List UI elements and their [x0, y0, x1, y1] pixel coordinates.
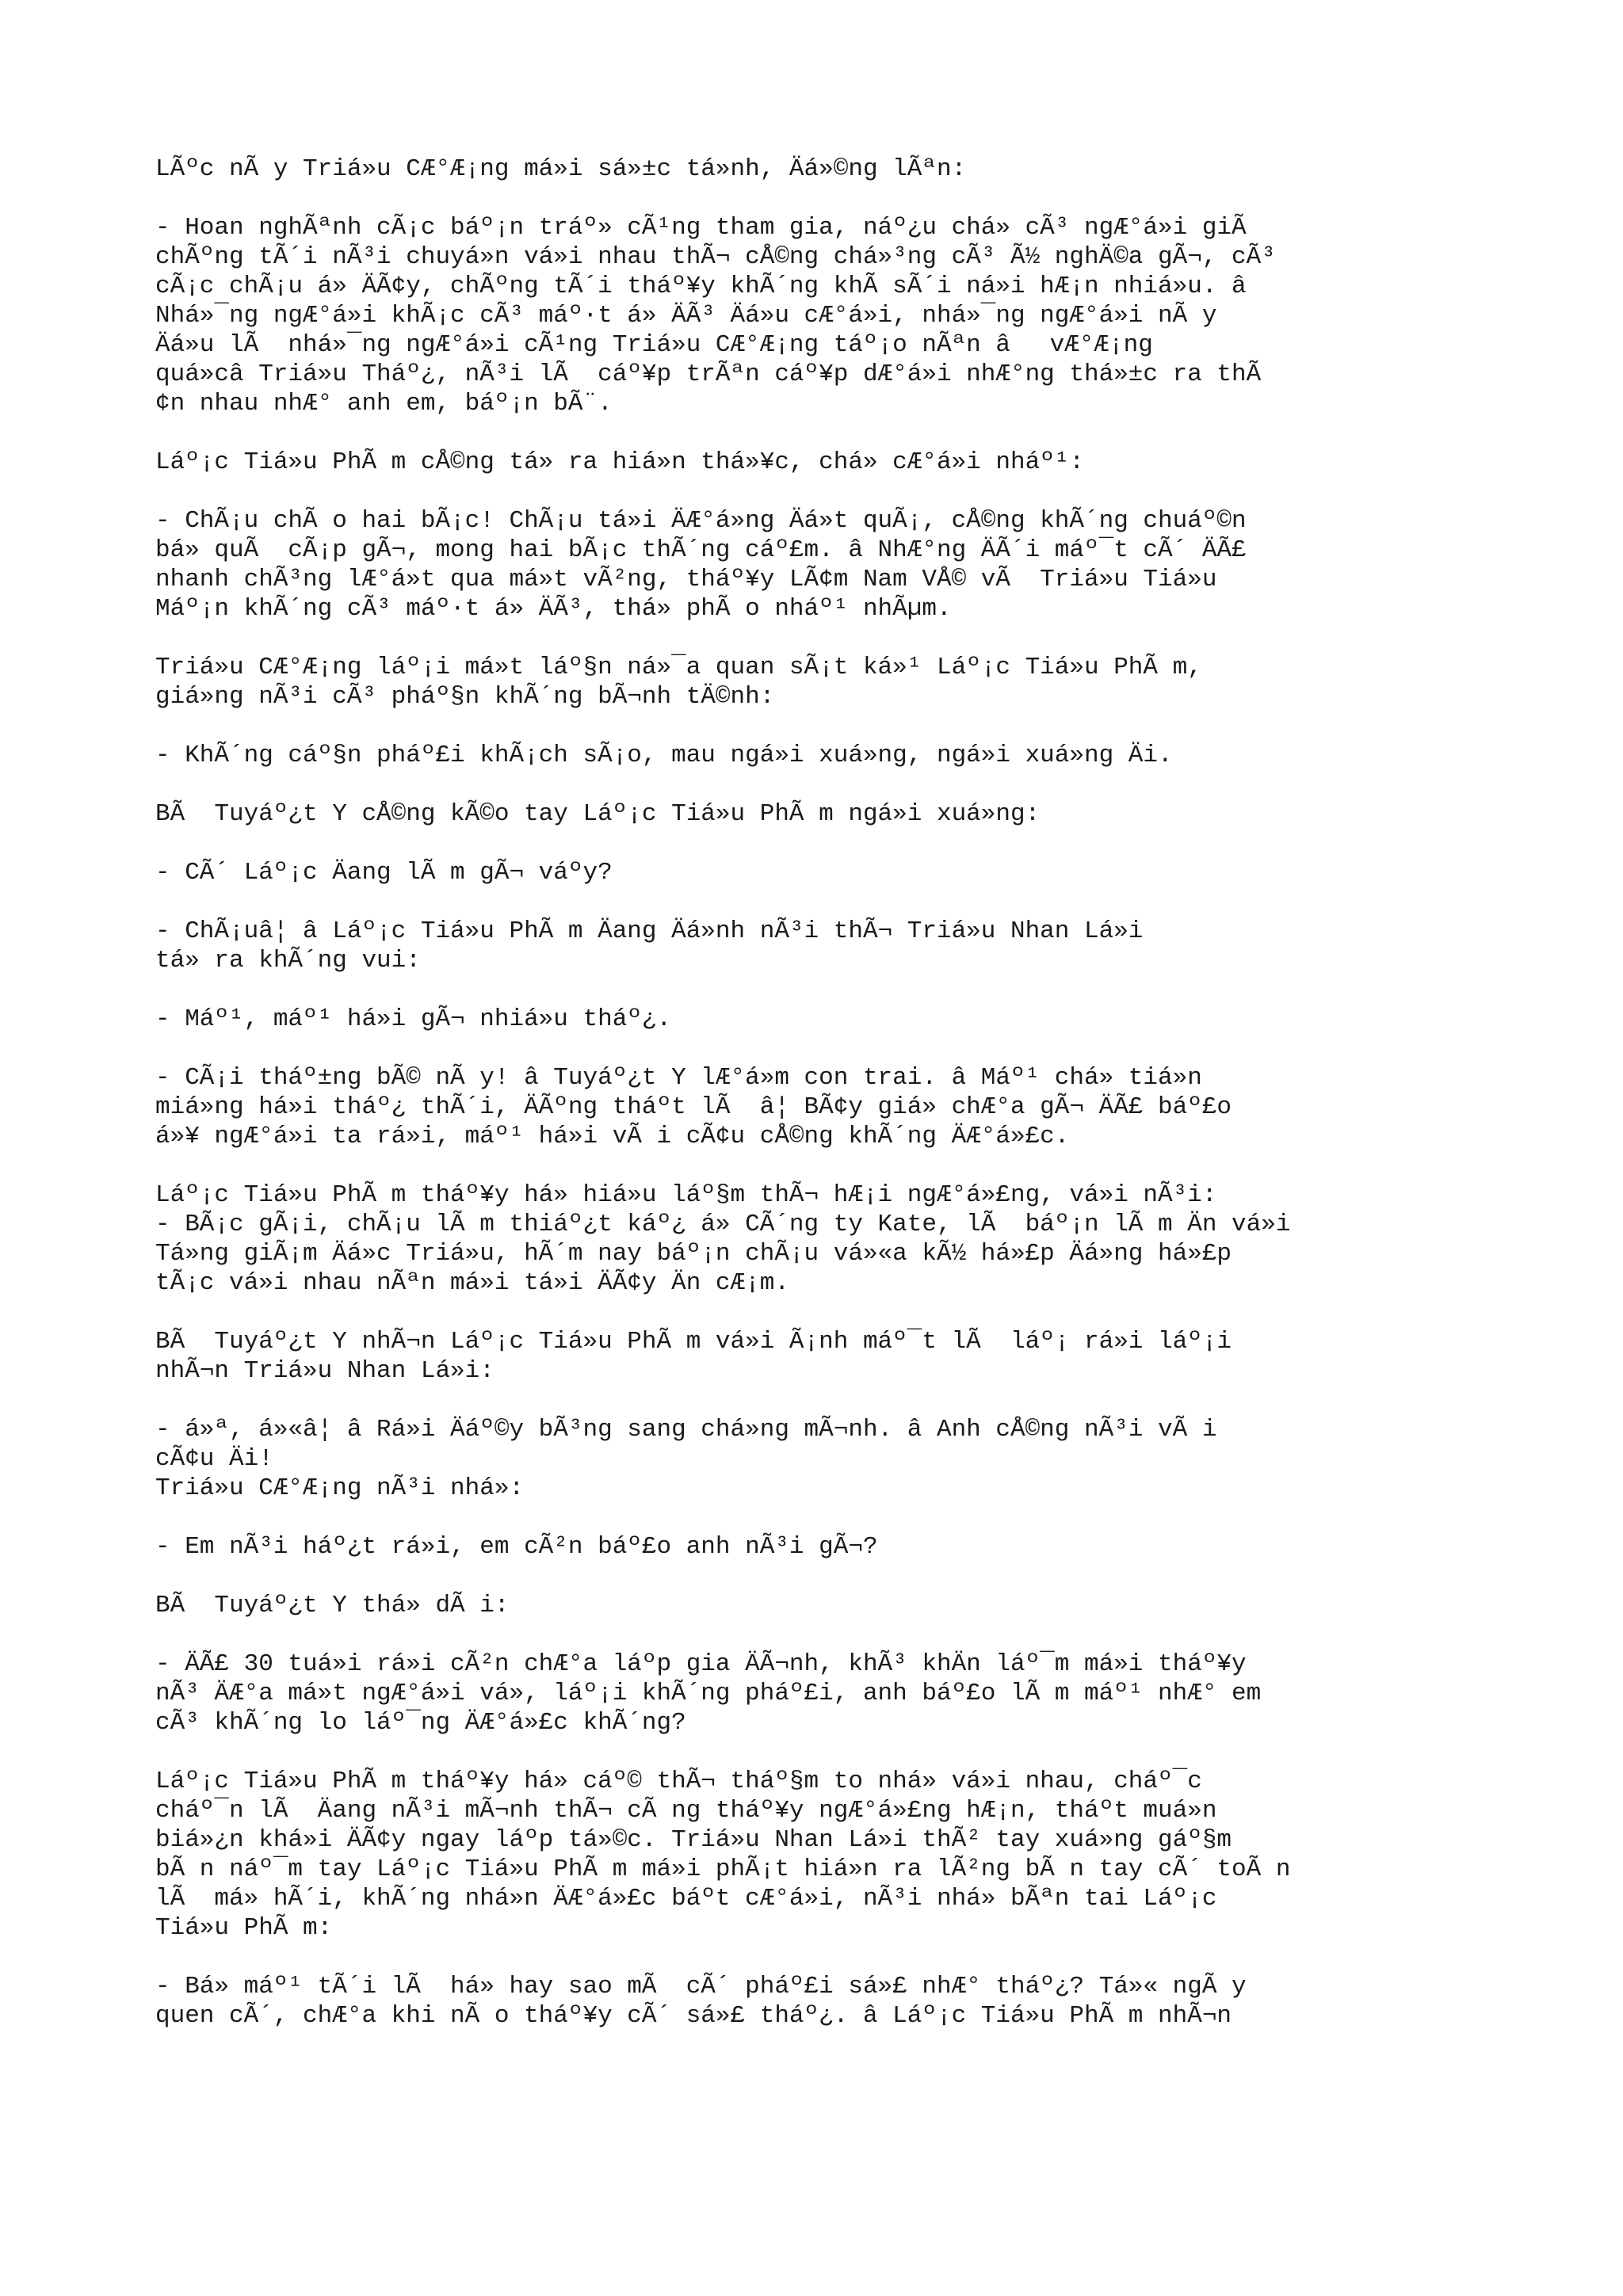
paragraph: - Em nÃ³i háº¿t rá»i, em cÃ²n báº£o anh nÃ³i gÃ¬? — [155, 1533, 878, 1561]
paragraph: - ChÃ¡u chÃ o hai bÃ¡c! ChÃ¡u tá»i ÄÆ°á»ng Äá»t quÃ¡, cÅ©ng khÃ´ng chuáº©n bá» quÃ cÃ¡p gÃ¬, mong hai bÃ¡c thÃ´ng cáº£m. â NhÆ°ng ÄÃ´i máº¯t cÃ´ ÄÃ£ nhanh chÃ³ng lÆ°á»t qua má»t vÃ²ng, tháº¥y LÃ¢m Nam VÅ© vÃ Triá»u Tiá»u Máº¡n khÃ´ng cÃ³ máº·t á» ÄÃ³, thá» phÃ o nháº¹ nhÃµm. — [155, 507, 1247, 623]
paragraph: - á»ª, á»«â¦ â Rá»i Äáº©y bÃ³ng sang chá»ng mÃ¬nh. â Anh cÅ©ng nÃ³i vÃ i cÃ¢u Äi! — [155, 1416, 1217, 1473]
document-body — [155, 154, 1487, 2031]
paragraph: Láº¡c Tiá»u PhÃ m cÅ©ng tá» ra hiá»n thá»¥c, chá» cÆ°á»i nháº¹: — [155, 448, 1084, 476]
paragraph: - KhÃ´ng cáº§n pháº£i khÃ¡ch sÃ¡o, mau ngá»i xuá»ng, ngá»i xuá»ng Äi. — [155, 742, 1173, 769]
paragraph: Láº¡c Tiá»u PhÃ m tháº¥y há» cáº© thÃ¬ tháº§m to nhá» vá»i nhau, cháº¯c cháº¯n lÃ Äang nÃ³i mÃ¬nh thÃ¬ cÃ ng tháº¥y ngÆ°á»£ng hÆ¡n, tháºt muá»n biá»¿n khá»i ÄÃ¢y ngay láºp tá»©c. Triá»u Nhan Lá»i thÃ² tay xuá»ng gáº§m bÃ n náº¯m tay Láº¡c Tiá»u PhÃ m má»i phÃ¡t hiá»n ra lÃ²ng bÃ n tay cÃ´ toÃ n lÃ má» hÃ´i, khÃ´ng nhá»n ÄÆ°á»£c báºt cÆ°á»i, nÃ³i nhá» bÃªn tai Láº¡c Tiá»u PhÃ m: — [155, 1768, 1291, 1942]
paragraph: - Bá» máº¹ tÃ´i lÃ há» hay sao mÃ cÃ´ pháº£i sá»£ nhÆ° tháº¿? Tá»« ngÃ y quen cÃ´, chÆ°a khi nÃ o tháº¥y cÃ´ sá»£ tháº¿. â Láº¡c Tiá»u PhÃ m nhÃ¬n — [155, 1973, 1247, 2030]
paragraph: Triá»u CÆ°Æ¡ng nÃ³i nhá»: — [155, 1474, 525, 1502]
paragraph: - ÄÃ£ 30 tuá»i rá»i cÃ²n chÆ°a láºp gia ÄÃ¬nh, khÃ³ khÄn láº¯m má»i tháº¥y nÃ³ ÄÆ°a má»t ngÆ°á»i vá», láº¡i khÃ´ng pháº£i, anh báº£o lÃ m máº¹ nhÆ° em cÃ³ khÃ´ng lo láº¯ng ÄÆ°á»£c khÃ´ng? — [155, 1650, 1262, 1737]
paragraph: BÃ Tuyáº¿t Y nhÃ¬n Láº¡c Tiá»u PhÃ m vá»i Ã¡nh máº¯t lÃ láº¡ rá»i láº¡i nhÃ¬n Triá»u Nhan Lá»i: — [155, 1328, 1232, 1385]
paragraph: LÃºc nÃ y Triá»u CÆ°Æ¡ng má»i sá»±c tá»nh, Äá»©ng lÃªn: — [155, 155, 967, 183]
paragraph: - Máº¹, máº¹ há»i gÃ¬ nhiá»u tháº¿. — [155, 1005, 672, 1033]
paragraph: Láº¡c Tiá»u PhÃ m tháº¥y há» hiá»u láº§m thÃ¬ hÆ¡i ngÆ°á»£ng, vá»i nÃ³i: - BÃ¡c gÃ¡i, chÃ¡u lÃ m thiáº¿t káº¿ á» CÃ´ng ty Kate, lÃ báº¡n lÃ m Än vá»i Tá»ng giÃ¡m Äá»c Triá»u, hÃ´m nay báº¡n chÃ¡u vá»«a kÃ½ há»£p Äá»ng há»£p tÃ¡c vá»i nhau nÃªn má»i tá»i ÄÃ¢y Än cÆ¡m. — [155, 1181, 1291, 1297]
paragraph: Triá»u CÆ°Æ¡ng láº¡i má»t láº§n ná»¯a quan sÃ¡t ká»¹ Láº¡c Tiá»u PhÃ m, giá»ng nÃ³i cÃ³ pháº§n khÃ´ng bÃ¬nh tÄ©nh: — [155, 654, 1202, 711]
paragraph: - CÃ¡i tháº±ng bÃ© nÃ y! â Tuyáº¿t Y lÆ°á»m con trai. â Máº¹ chá» tiá»n miá»ng há»i tháº¿ thÃ´i, ÄÃºng tháºt lÃ â¦ BÃ¢y giá» chÆ°a gÃ¬ ÄÃ£ báº£o á»¥ ngÆ°á»i ta rá»i, máº¹ há»i vÃ i cÃ¢u cÅ©ng khÃ´ng ÄÆ°á»£c. — [155, 1064, 1232, 1150]
paragraph: - CÃ´ Láº¡c Äang lÃ m gÃ¬ váºy? — [155, 859, 613, 887]
paragraph: - ChÃ¡uâ¦ â Láº¡c Tiá»u PhÃ m Äang Äá»nh nÃ³i thÃ¬ Triá»u Nhan Lá»i tá» ra khÃ´ng vui: — [155, 917, 1144, 974]
paragraph: BÃ Tuyáº¿t Y cÅ©ng kÃ©o tay Láº¡c Tiá»u PhÃ m ngá»i xuá»ng: — [155, 800, 1041, 828]
paragraph: BÃ Tuyáº¿t Y thá» dÃ i: — [155, 1592, 510, 1619]
paragraph: - Hoan nghÃªnh cÃ¡c báº¡n tráº» cÃ¹ng tham gia, náº¿u chá» cÃ³ ngÆ°á»i giÃ chÃºng tÃ´i nÃ³i chuyá»n vá»i nhau thÃ¬ cÅ©ng chá»³ng cÃ³ Ã½ nghÄ©a gÃ¬, cÃ³ cÃ¡c chÃ¡u á» ÄÃ¢y, chÃºng tÃ´i tháº¥y khÃ´ng khÃ sÃ´i ná»i hÆ¡n nhiá»u. â Nhá»¯ng ngÆ°á»i khÃ¡c cÃ³ máº·t á» ÄÃ³ Äá»u cÆ°á»i, nhá»¯ng ngÆ°á»i nÃ y Äá»u lÃ nhá»¯ng ngÆ°á»i cÃ¹ng Triá»u CÆ°Æ¡ng táº¡o nÃªn âvÆ°Æ¡ng quá»câ Triá»u Tháº¿, nÃ³i lÃ cáº¥p trÃªn cáº¥p dÆ°á»i nhÆ°ng thá»±c ra thÃ ¢n nhau nhÆ° anh em, báº¡n bÃ¨. — [155, 214, 1276, 418]
